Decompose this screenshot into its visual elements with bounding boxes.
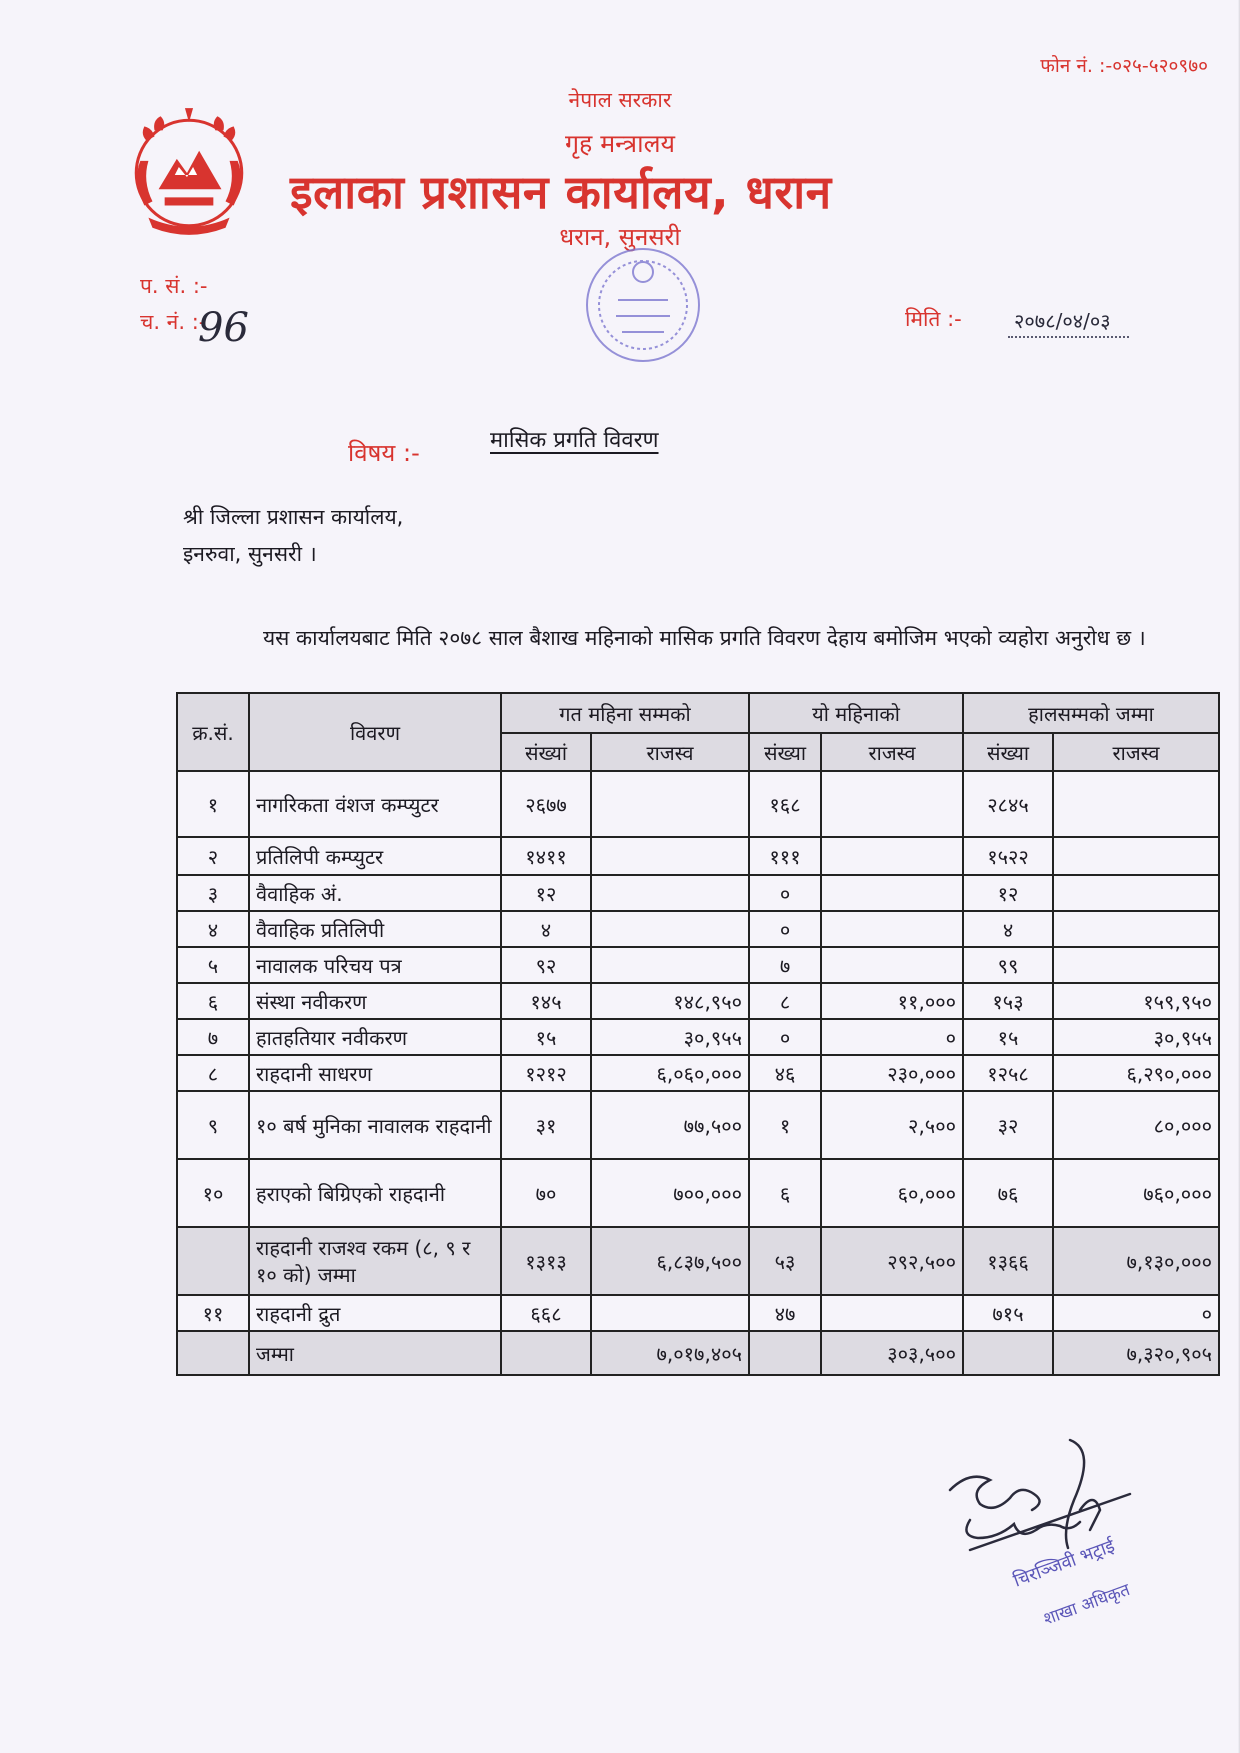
row-cur-revenue — [821, 911, 963, 947]
table-row — [177, 1019, 1219, 1055]
progress-table — [176, 692, 1220, 1376]
row-total-revenue — [1053, 911, 1219, 947]
row-cur-count: ४६ — [749, 1055, 821, 1091]
signer-title: शाखा अधिकृत — [1041, 1579, 1133, 1630]
row-sn: ११ — [177, 1295, 249, 1331]
row-total-count: १५३ — [963, 983, 1053, 1019]
row-total-revenue: १५९,९५० — [1053, 983, 1219, 1019]
body-paragraph: यस कार्यालयबाट मिति २०७८ साल बैशाख महिनाको मासिक प्रगति विवरण देहाय बमोजिम भएको व्यहोरा अनुरोध छ । — [263, 626, 1146, 650]
header-description: विवरण — [249, 693, 501, 771]
row-prev-revenue — [591, 771, 749, 837]
row-description: १० बर्ष मुनिका नावालक राहदानी — [249, 1091, 501, 1159]
addressee-line-2: इनरुवा, सुनसरी । — [183, 542, 317, 566]
row-cur-revenue: २९२,५०० — [821, 1227, 963, 1295]
row-prev-revenue — [591, 1295, 749, 1331]
row-sn: २ — [177, 837, 249, 875]
ministry-name: गृह मन्त्रालय — [564, 129, 676, 158]
table-row — [177, 911, 1219, 947]
row-description: नागरिकता वंशज कम्प्युटर — [249, 771, 501, 837]
table-row — [177, 875, 1219, 911]
row-prev-revenue — [591, 875, 749, 911]
row-total-revenue — [1053, 771, 1219, 837]
row-total-count — [963, 1331, 1053, 1375]
table-row — [177, 771, 1219, 837]
row-cur-count: १११ — [749, 837, 821, 875]
header-revenue: राजस्व — [591, 733, 749, 771]
row-sn: १ — [177, 771, 249, 837]
row-sn: ७ — [177, 1019, 249, 1055]
table-row — [177, 983, 1219, 1019]
row-cur-count: १६८ — [749, 771, 821, 837]
table-row — [177, 947, 1219, 983]
row-cur-revenue: ११,००० — [821, 983, 963, 1019]
row-cur-revenue: ६०,००० — [821, 1159, 963, 1227]
office-name: इलाका प्रशासन कार्यालय, धरान — [290, 165, 832, 219]
office-stamp-icon — [578, 240, 708, 370]
row-sn: ४ — [177, 911, 249, 947]
row-total-count: ७६ — [963, 1159, 1053, 1227]
reference-label: प. सं. :- — [140, 274, 208, 298]
row-sn: ९ — [177, 1091, 249, 1159]
row-description: हराएको बिग्रिएको राहदानी — [249, 1159, 501, 1227]
header-this-month: यो महिनाको — [749, 693, 963, 733]
row-prev-revenue: ७७,५०० — [591, 1091, 749, 1159]
subject-text: मासिक प्रगति विवरण — [490, 428, 659, 453]
row-cur-count: ५३ — [749, 1227, 821, 1295]
row-prev-revenue: १४८,९५० — [591, 983, 749, 1019]
row-prev-count: १४११ — [501, 837, 591, 875]
row-cur-count: ८ — [749, 983, 821, 1019]
row-total-count: ३२ — [963, 1091, 1053, 1159]
signer-name: चिरञ्जिवी भट्राई — [1010, 1535, 1118, 1592]
row-sn: १० — [177, 1159, 249, 1227]
row-cur-revenue: ० — [821, 1019, 963, 1055]
row-cur-revenue: २३०,००० — [821, 1055, 963, 1091]
subject-label: विषय :- — [348, 439, 420, 467]
row-description: नावालक परिचय पत्र — [249, 947, 501, 983]
dispatch-number: 96 — [198, 305, 249, 351]
row-sn: ३ — [177, 875, 249, 911]
header-revenue: राजस्व — [821, 733, 963, 771]
row-prev-revenue: ३०,९५५ — [591, 1019, 749, 1055]
row-prev-count: ७० — [501, 1159, 591, 1227]
row-prev-count: १२१२ — [501, 1055, 591, 1091]
row-prev-revenue: ६,८३७,५०० — [591, 1227, 749, 1295]
row-total-count: १२ — [963, 875, 1053, 911]
phone-number: फोन नं. :-०२५-५२०९७० — [1040, 55, 1208, 77]
row-total-count: ७१५ — [963, 1295, 1053, 1331]
row-cur-count: ४७ — [749, 1295, 821, 1331]
row-total-revenue: ३०,९५५ — [1053, 1019, 1219, 1055]
table-row — [177, 1331, 1219, 1375]
row-prev-revenue: ७,०१७,४०५ — [591, 1331, 749, 1375]
row-total-count: १५२२ — [963, 837, 1053, 875]
row-prev-count: ३१ — [501, 1091, 591, 1159]
signature-icon — [930, 1420, 1190, 1620]
dispatch-label: च. नं. :- — [140, 310, 207, 334]
row-description: राहदानी द्रुत — [249, 1295, 501, 1331]
row-total-revenue — [1053, 947, 1219, 983]
table-row — [177, 837, 1219, 875]
table-row — [177, 1295, 1219, 1331]
header-last-month: गत महिना सम्मको — [501, 693, 749, 733]
header-count: संख्या — [963, 733, 1053, 771]
row-description: राहदानी साधरण — [249, 1055, 501, 1091]
row-total-revenue: ८०,००० — [1053, 1091, 1219, 1159]
row-prev-count: ६६८ — [501, 1295, 591, 1331]
row-prev-revenue — [591, 837, 749, 875]
row-cur-count — [749, 1331, 821, 1375]
row-total-revenue: ७६०,००० — [1053, 1159, 1219, 1227]
header-sn: क्र.सं. — [177, 693, 249, 771]
row-total-count: १५ — [963, 1019, 1053, 1055]
row-cur-revenue: ३०३,५०० — [821, 1331, 963, 1375]
row-sn: ८ — [177, 1055, 249, 1091]
table-row — [177, 1055, 1219, 1091]
table-row — [177, 1227, 1219, 1295]
table-row — [177, 1159, 1219, 1227]
row-description: संस्था नवीकरण — [249, 983, 501, 1019]
row-total-count: १३६६ — [963, 1227, 1053, 1295]
row-description: जम्मा — [249, 1331, 501, 1375]
row-cur-count: १ — [749, 1091, 821, 1159]
row-cur-count: ० — [749, 911, 821, 947]
row-total-revenue: ७,३२०,९०५ — [1053, 1331, 1219, 1375]
row-description: प्रतिलिपी कम्प्युटर — [249, 837, 501, 875]
row-prev-count: १५ — [501, 1019, 591, 1055]
row-prev-count — [501, 1331, 591, 1375]
row-total-count: ९९ — [963, 947, 1053, 983]
row-total-revenue: ० — [1053, 1295, 1219, 1331]
addressee-line-1: श्री जिल्ला प्रशासन कार्यालय, — [183, 505, 404, 529]
row-total-revenue: ७,१३०,००० — [1053, 1227, 1219, 1295]
row-description: वैवाहिक प्रतिलिपी — [249, 911, 501, 947]
row-sn — [177, 1227, 249, 1295]
row-prev-count: २६७७ — [501, 771, 591, 837]
row-cur-revenue — [821, 771, 963, 837]
row-cur-revenue — [821, 837, 963, 875]
row-cur-revenue — [821, 947, 963, 983]
row-description: हातहतियार नवीकरण — [249, 1019, 501, 1055]
row-total-count: ४ — [963, 911, 1053, 947]
row-sn: ६ — [177, 983, 249, 1019]
header-count: संख्यां — [501, 733, 591, 771]
date-label: मिति :- — [905, 307, 962, 331]
header-total: हालसम्मको जम्मा — [963, 693, 1219, 733]
row-cur-revenue — [821, 1295, 963, 1331]
row-prev-count: ९२ — [501, 947, 591, 983]
government-name: नेपाल सरकार — [568, 88, 672, 112]
row-prev-revenue — [591, 911, 749, 947]
row-total-count: १२५८ — [963, 1055, 1053, 1091]
row-total-revenue: ६,२९०,००० — [1053, 1055, 1219, 1091]
row-prev-revenue: ७००,००० — [591, 1159, 749, 1227]
row-cur-revenue — [821, 875, 963, 911]
row-sn — [177, 1331, 249, 1375]
row-cur-count: ० — [749, 875, 821, 911]
row-prev-count: १३१३ — [501, 1227, 591, 1295]
table-row — [177, 1091, 1219, 1159]
row-prev-revenue — [591, 947, 749, 983]
row-prev-revenue: ६,०६०,००० — [591, 1055, 749, 1091]
row-total-revenue — [1053, 837, 1219, 875]
row-description: राहदानी राजश्व रकम (८, ९ र १० को) जम्मा — [249, 1227, 501, 1295]
office-address: धरान, सुनसरी — [559, 223, 681, 251]
row-cur-count: ० — [749, 1019, 821, 1055]
row-prev-count: १२ — [501, 875, 591, 911]
row-prev-count: ४ — [501, 911, 591, 947]
row-total-revenue — [1053, 875, 1219, 911]
header-count: संख्या — [749, 733, 821, 771]
row-prev-count: १४५ — [501, 983, 591, 1019]
row-cur-count: ६ — [749, 1159, 821, 1227]
date-value: २०७८/०४/०३ — [1008, 307, 1129, 338]
row-cur-revenue: २,५०० — [821, 1091, 963, 1159]
row-cur-count: ७ — [749, 947, 821, 983]
row-description: वैवाहिक अं. — [249, 875, 501, 911]
row-sn: ५ — [177, 947, 249, 983]
header-revenue: राजस्व — [1053, 733, 1219, 771]
row-total-count: २८४५ — [963, 771, 1053, 837]
